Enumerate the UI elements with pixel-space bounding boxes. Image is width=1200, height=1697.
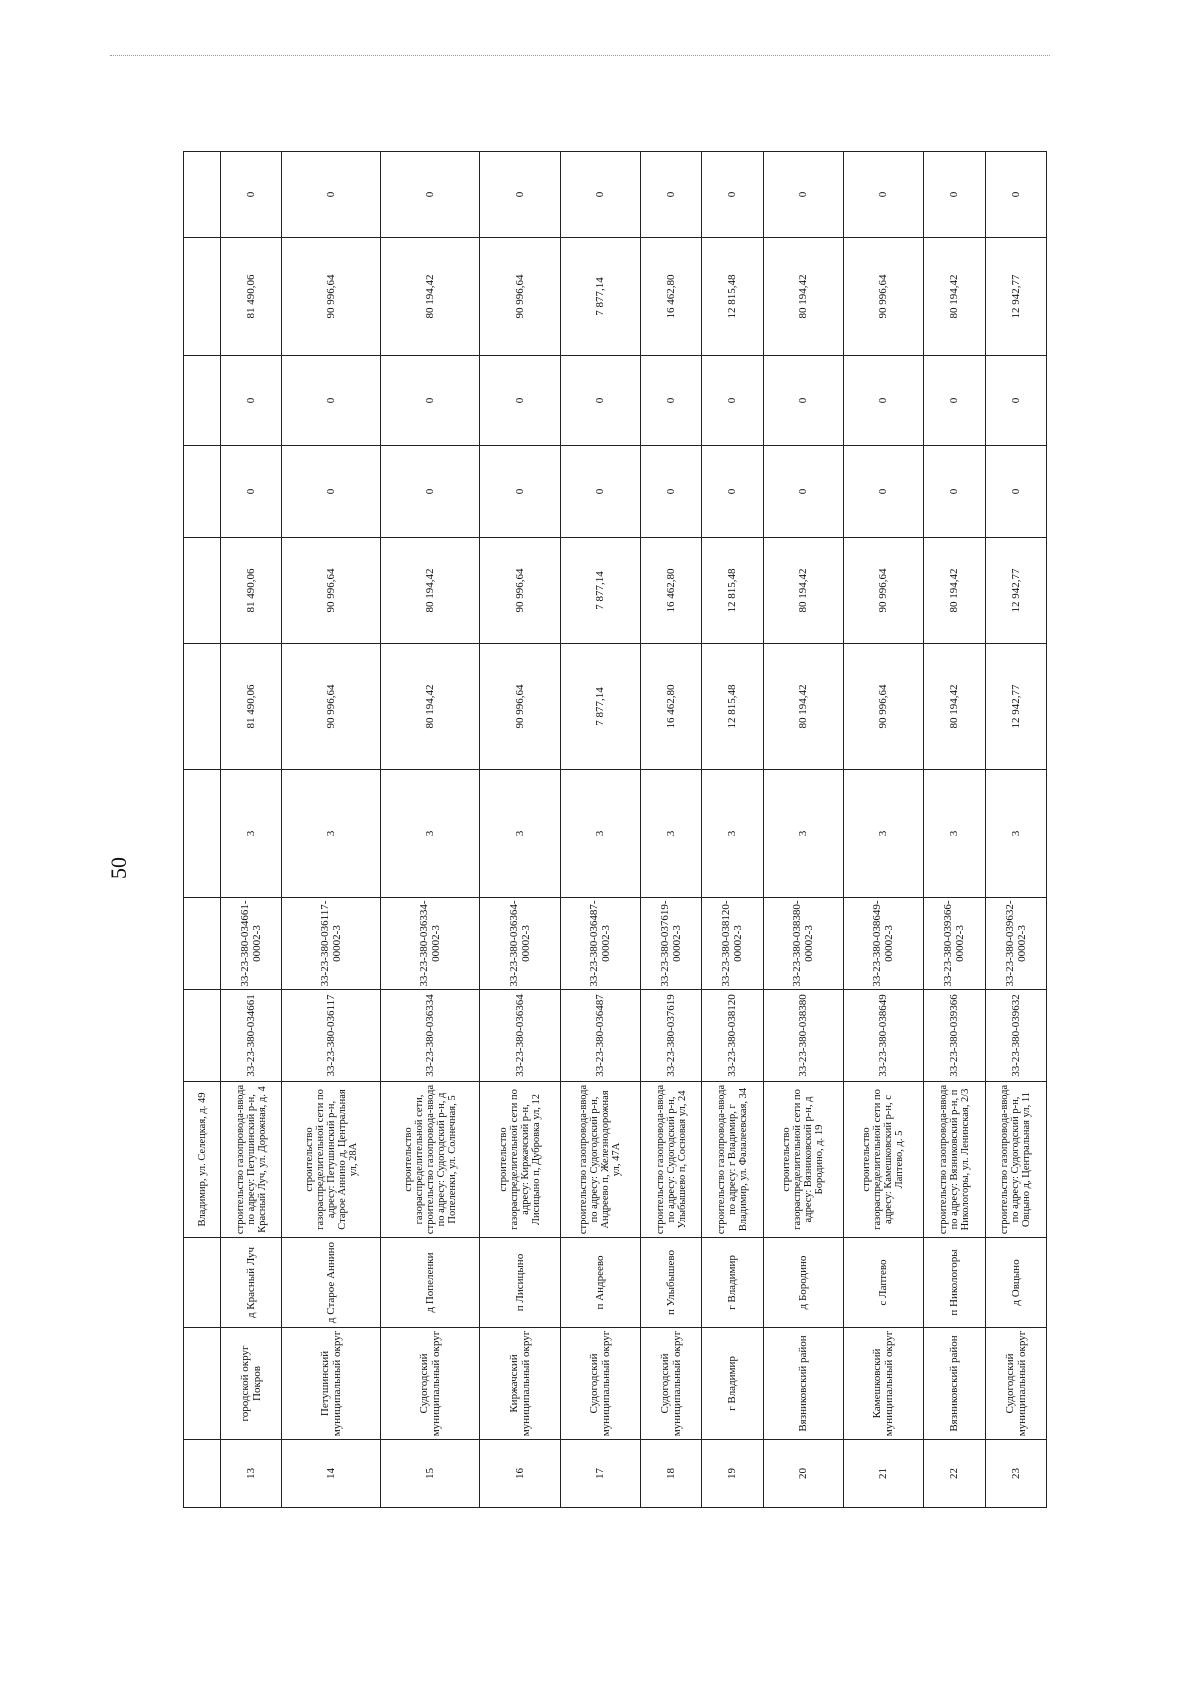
- cell-amount-4: 90 996,64: [843, 238, 923, 356]
- cell-amount-5: 0: [282, 152, 381, 238]
- cell-amount-1: 80 194,42: [381, 538, 480, 644]
- cell-object: строительство газораспределительной сети по адресу: Киржачский р-н, Лисицыно п, Дубровка ул, 12: [480, 1082, 560, 1238]
- cell-empty: [184, 446, 221, 538]
- cell-category: 3: [221, 770, 282, 898]
- cell-amount-2: 0: [480, 446, 560, 538]
- cell-empty: [184, 152, 221, 238]
- cell-object-code: 33-23-380-039632-00002-3: [985, 898, 1047, 990]
- cell-amount-5: 0: [924, 152, 985, 238]
- cell-municipality: Судогодский муниципальный округ: [640, 1328, 701, 1440]
- cell-settlement: д Бородино: [763, 1238, 843, 1328]
- cell-amount-3: 0: [843, 356, 923, 446]
- cell-settlement: п Лисицыно: [480, 1238, 560, 1328]
- cell-amount-1: 12 942,77: [985, 538, 1047, 644]
- cell-amount-total: 16 462,80: [640, 644, 701, 770]
- cell-object-code: 33-23-380-036117-00002-3: [282, 898, 381, 990]
- cell-row-number: 16: [480, 1440, 560, 1508]
- cell-category: 3: [763, 770, 843, 898]
- cell-amount-1: 90 996,64: [843, 538, 923, 644]
- cell-amount-5: 0: [221, 152, 282, 238]
- table-row: [480, 152, 560, 1508]
- cell-amount-4: 90 996,64: [480, 238, 560, 356]
- cell-amount-5: 0: [480, 152, 560, 238]
- cell-settlement: п Андреево: [560, 1238, 640, 1328]
- continuation-row: [184, 152, 221, 1508]
- cell-amount-total: 80 194,42: [924, 644, 985, 770]
- table-row: [763, 152, 843, 1508]
- cell-settlement: д Красный Луч: [221, 1238, 282, 1328]
- cell-amount-1: 80 194,42: [924, 538, 985, 644]
- cell-cadastral-number: 33-23-380-039632: [985, 990, 1047, 1082]
- cell-object-code: 33-23-380-036487-00002-3: [560, 898, 640, 990]
- cell-municipality: Камешковский муниципальный округ: [843, 1328, 923, 1440]
- cell-empty: [184, 1440, 221, 1508]
- cell-amount-3: 0: [381, 356, 480, 446]
- cell-amount-total: 7 877,14: [560, 644, 640, 770]
- cell-row-number: 19: [702, 1440, 763, 1508]
- cell-amount-1: 90 996,64: [480, 538, 560, 644]
- cell-object: строительство газораспределительной сети по адресу: Вязниковский р-н, д Бородино, д. 19: [763, 1082, 843, 1238]
- cell-cadastral-number: 33-23-380-038120: [702, 990, 763, 1082]
- cell-empty: [184, 356, 221, 446]
- cell-settlement: г Владимир: [702, 1238, 763, 1328]
- cell-row-number: 13: [221, 1440, 282, 1508]
- cell-category: 3: [560, 770, 640, 898]
- cell-amount-5: 0: [702, 152, 763, 238]
- cell-row-number: 15: [381, 1440, 480, 1508]
- cell-amount-2: 0: [640, 446, 701, 538]
- table-row: [221, 152, 282, 1508]
- cell-cadastral-number: 33-23-380-036487: [560, 990, 640, 1082]
- cell-amount-1: 81 490,06: [221, 538, 282, 644]
- cell-category: 3: [985, 770, 1047, 898]
- cell-category: 3: [480, 770, 560, 898]
- cell-empty: [184, 1238, 221, 1328]
- table-row: [640, 152, 701, 1508]
- cell-amount-4: 12 942,77: [985, 238, 1047, 356]
- cell-amount-3: 0: [640, 356, 701, 446]
- cell-empty: [184, 538, 221, 644]
- cell-amount-5: 0: [763, 152, 843, 238]
- cell-object-code: 33-23-380-038120-00002-3: [702, 898, 763, 990]
- cell-object-code: 33-23-380-036334-00002-3: [381, 898, 480, 990]
- cell-object: строительство газопровода-ввода по адресу: Судогодский р-н, Улыбышево п, Сосновая ул, 24: [640, 1082, 701, 1238]
- cell-category: 3: [381, 770, 480, 898]
- cell-amount-3: 0: [702, 356, 763, 446]
- page-number: 50: [106, 857, 131, 879]
- cell-object: строительство газопровода-ввода по адресу: Судогодский р-н, Андреево п, Железнодорожная ул, 47А: [560, 1082, 640, 1238]
- cell-empty: [184, 898, 221, 990]
- table-row: [843, 152, 923, 1508]
- cell-amount-1: 12 815,48: [702, 538, 763, 644]
- cell-empty: [184, 770, 221, 898]
- cell-amount-total: 81 490,06: [221, 644, 282, 770]
- cell-object-code: 33-23-380-038380-00002-3: [763, 898, 843, 990]
- cell-amount-2: 0: [985, 446, 1047, 538]
- cell-amount-2: 0: [924, 446, 985, 538]
- table-row: [381, 152, 480, 1508]
- cell-amount-2: 0: [221, 446, 282, 538]
- cell-amount-3: 0: [282, 356, 381, 446]
- cell-amount-4: 16 462,80: [640, 238, 701, 356]
- cell-amount-total: 12 942,77: [985, 644, 1047, 770]
- cell-amount-3: 0: [480, 356, 560, 446]
- cell-category: 3: [702, 770, 763, 898]
- cell-object: строительство газопровода-ввода по адресу: Судогодский р-н, Овцыно д, Центральная ул, 11: [985, 1082, 1047, 1238]
- cell-amount-3: 0: [560, 356, 640, 446]
- cell-amount-total: 90 996,64: [843, 644, 923, 770]
- cell-amount-2: 0: [702, 446, 763, 538]
- cell-municipality: Судогодский муниципальный округ: [985, 1328, 1047, 1440]
- cell-row-number: 17: [560, 1440, 640, 1508]
- cell-amount-2: 0: [282, 446, 381, 538]
- cell-amount-total: 80 194,42: [763, 644, 843, 770]
- cell-settlement: п Улыбышево: [640, 1238, 701, 1328]
- cell-amount-1: 16 462,80: [640, 538, 701, 644]
- cell-amount-total: 12 815,48: [702, 644, 763, 770]
- cell-amount-5: 0: [843, 152, 923, 238]
- cell-object-continued: Владимир, ул. Селецкая, д. 49: [184, 1082, 221, 1238]
- table-row: [560, 152, 640, 1508]
- cell-amount-4: 81 490,06: [221, 238, 282, 356]
- cell-amount-2: 0: [381, 446, 480, 538]
- cell-municipality: Вязниковский район: [763, 1328, 843, 1440]
- cell-amount-4: 80 194,42: [381, 238, 480, 356]
- cell-category: 3: [282, 770, 381, 898]
- cell-amount-4: 90 996,64: [282, 238, 381, 356]
- cell-amount-4: 7 877,14: [560, 238, 640, 356]
- cell-amount-4: 12 815,48: [702, 238, 763, 356]
- cell-object-code: 33-23-380-037619-00002-3: [640, 898, 701, 990]
- cell-row-number: 23: [985, 1440, 1047, 1508]
- cell-municipality: городской округ Покров: [221, 1328, 282, 1440]
- cell-amount-5: 0: [640, 152, 701, 238]
- cell-object: строительство газопровода-ввода по адресу: г Владимир, г Владимир, ул. Фалалеевская, 34: [702, 1082, 763, 1238]
- table-body: [184, 152, 1047, 1508]
- cell-object-code: 33-23-380-036364-00002-3: [480, 898, 560, 990]
- cell-amount-4: 80 194,42: [924, 238, 985, 356]
- rotated-table-wrapper: [183, 152, 1047, 1508]
- cell-amount-4: 80 194,42: [763, 238, 843, 356]
- cell-object: строительство газораспределительной сети по адресу: Камешковский р-н, с Лаптево, д. 5: [843, 1082, 923, 1238]
- cell-cadastral-number: 33-23-380-037619: [640, 990, 701, 1082]
- cell-amount-total: 90 996,64: [480, 644, 560, 770]
- data-table: [183, 151, 1047, 1508]
- cell-amount-total: 80 194,42: [381, 644, 480, 770]
- cell-amount-2: 0: [763, 446, 843, 538]
- cell-object-code: 33-23-380-038649-00002-3: [843, 898, 923, 990]
- cell-empty: [184, 644, 221, 770]
- cell-amount-5: 0: [381, 152, 480, 238]
- scan-noise-line: [110, 55, 1050, 56]
- cell-amount-5: 0: [560, 152, 640, 238]
- cell-municipality: Судогодский муниципальный округ: [560, 1328, 640, 1440]
- cell-amount-1: 7 877,14: [560, 538, 640, 644]
- cell-row-number: 22: [924, 1440, 985, 1508]
- cell-object: строительство газораспределительной сети, строительство газопровода-ввода по адресу: Судогодский р-н, д Попеленки, ул. Солнечная, 5: [381, 1082, 480, 1238]
- cell-empty: [184, 1328, 221, 1440]
- cell-object: строительство газопровода-ввода по адресу: Вязниковский р-н, п Никологоры, ул. Ленинская, 2/3: [924, 1082, 985, 1238]
- cell-category: 3: [640, 770, 701, 898]
- cell-cadastral-number: 33-23-380-034661: [221, 990, 282, 1082]
- cell-amount-2: 0: [560, 446, 640, 538]
- cell-settlement: с Лаптево: [843, 1238, 923, 1328]
- cell-row-number: 20: [763, 1440, 843, 1508]
- cell-amount-3: 0: [924, 356, 985, 446]
- cell-row-number: 14: [282, 1440, 381, 1508]
- cell-amount-3: 0: [763, 356, 843, 446]
- cell-amount-2: 0: [843, 446, 923, 538]
- cell-municipality: Петушинский муниципальный округ: [282, 1328, 381, 1440]
- cell-category: 3: [843, 770, 923, 898]
- cell-object: строительство газораспределительной сети по адресу: Петушинский р-н, Старое Аннино д, Центральная ул, 28А: [282, 1082, 381, 1238]
- cell-municipality: Вязниковский район: [924, 1328, 985, 1440]
- table-row: [702, 152, 763, 1508]
- cell-amount-total: 90 996,64: [282, 644, 381, 770]
- cell-category: 3: [924, 770, 985, 898]
- cell-amount-5: 0: [985, 152, 1047, 238]
- table-row: [985, 152, 1047, 1508]
- cell-settlement: д Попеленки: [381, 1238, 480, 1328]
- cell-empty: [184, 990, 221, 1082]
- table-row: [924, 152, 985, 1508]
- cell-municipality: Судогодский муниципальный округ: [381, 1328, 480, 1440]
- cell-row-number: 21: [843, 1440, 923, 1508]
- cell-cadastral-number: 33-23-380-036364: [480, 990, 560, 1082]
- cell-object: строительство газопровода-ввода по адресу: Петушинский р-н, Красный Луч, ул. Дорожная, д. 4: [221, 1082, 282, 1238]
- cell-cadastral-number: 33-23-380-038649: [843, 990, 923, 1082]
- cell-settlement: д Овцыно: [985, 1238, 1047, 1328]
- cell-amount-3: 0: [985, 356, 1047, 446]
- cell-amount-1: 80 194,42: [763, 538, 843, 644]
- cell-municipality: г Владимир: [702, 1328, 763, 1440]
- cell-amount-1: 90 996,64: [282, 538, 381, 644]
- cell-cadastral-number: 33-23-380-036334: [381, 990, 480, 1082]
- cell-amount-3: 0: [221, 356, 282, 446]
- table-row: [282, 152, 381, 1508]
- cell-cadastral-number: 33-23-380-039366: [924, 990, 985, 1082]
- cell-row-number: 18: [640, 1440, 701, 1508]
- cell-empty: [184, 238, 221, 356]
- cell-object-code: 33-23-380-034661-00002-3: [221, 898, 282, 990]
- cell-cadastral-number: 33-23-380-036117: [282, 990, 381, 1082]
- cell-settlement: д Старое Аннино: [282, 1238, 381, 1328]
- cell-municipality: Киржачский муниципальный округ: [480, 1328, 560, 1440]
- cell-cadastral-number: 33-23-380-038380: [763, 990, 843, 1082]
- cell-settlement: п Никологоры: [924, 1238, 985, 1328]
- cell-object-code: 33-23-380-039366-00002-3: [924, 898, 985, 990]
